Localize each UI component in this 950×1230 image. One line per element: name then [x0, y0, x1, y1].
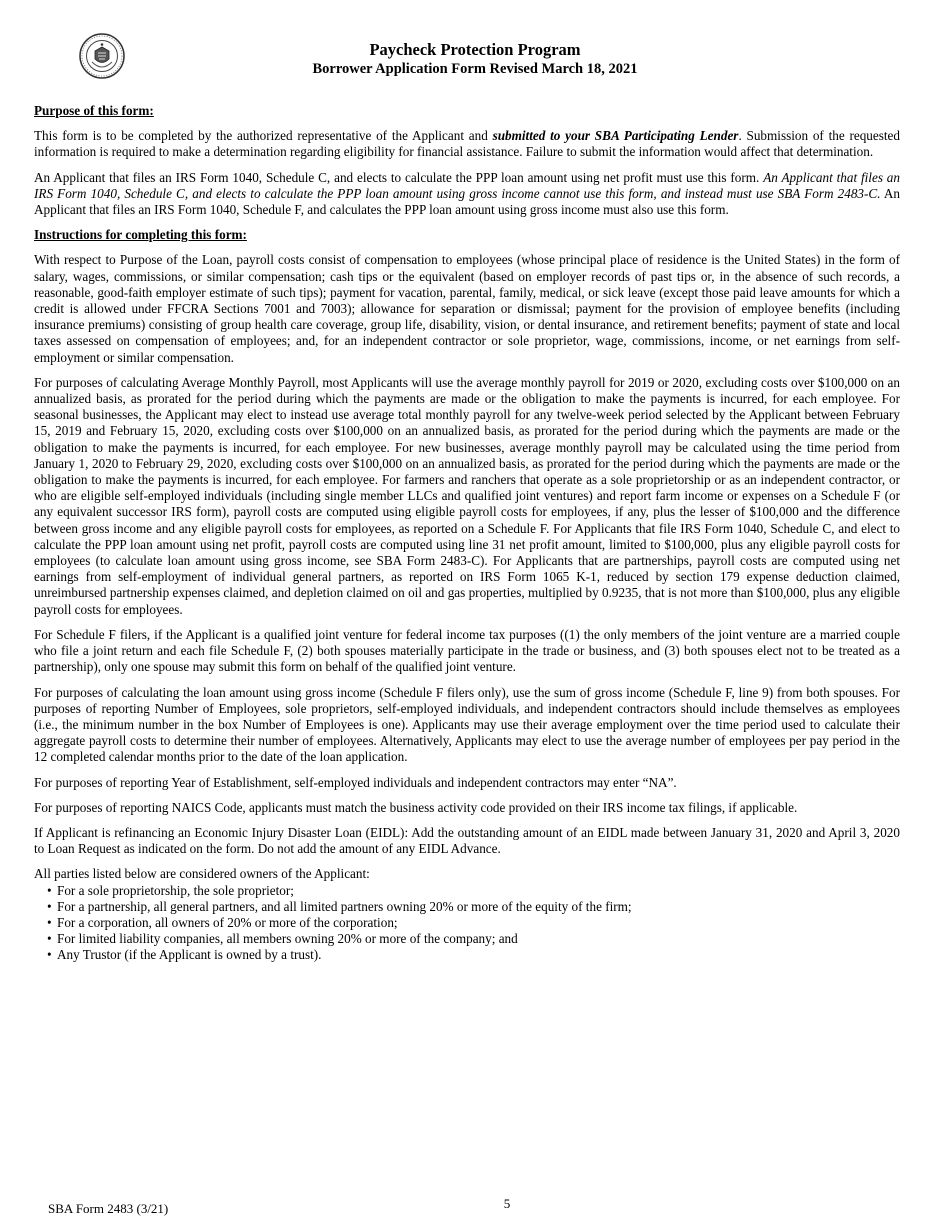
instructions-paragraph-naics: For purposes of reporting NAICS Code, applicants must match the business activity code provided on their IRS income tax filings, if applicable. [34, 799, 798, 815]
owners-list [34, 883, 900, 964]
instructions-paragraph-eidl: If Applicant is refinancing an Economic Injury Disaster Loan (EIDL): Add the outstanding amount of an EIDL made between January 31, 2020 and April 3, 2020 to Loan Request as indicated on the form. Do not add the amount of any EIDL Advance. [34, 824, 900, 857]
purpose-p2-text-end: An Applicant that files an IRS Form 1040, Schedule F, and calculates the PPP loan amount using gross income must also use this form. [34, 185, 900, 218]
list-item [47, 947, 900, 963]
owner-item-text: Any Trustor (if the Applicant is owned by a trust). [57, 947, 322, 963]
owners-intro: All parties listed below are considered owners of the Applicant: [34, 866, 370, 882]
owner-item-text: For limited liability companies, all members owning 20% or more of the company; and [57, 931, 518, 947]
owner-item-text: For a sole proprietorship, the sole proprietor; [57, 882, 294, 898]
instructions-paragraph-schedule-f: For Schedule F filers, if the Applicant is a qualified joint venture for federal income tax purposes ((1) the only members of the joint venture are a married couple who file a joint return and each file Schedule F, (2) both spouses materially participate in the trade or business, and (3) both spouses elect not to be treated as a partnership), only one spouse may submit this form on behalf of the qualified joint venture. [34, 626, 900, 675]
list-item [47, 899, 900, 915]
instructions-paragraph-gross-income: For purposes of calculating the loan amount using gross income (Schedule F filers only), use the sum of gross income (Schedule F, line 9) from both spouses. For purposes of reporting Number of Employees, sole proprietors, self-employed individuals, and independent contractors should include themselves as employees (i.e., the minimum number in the box Number of Employees is one). Applicants may use their average employment over the time period used to calculate their aggregate payroll costs to determine their number of employees. Alternatively, Applicants may elect to use the average number of employees per pay period in the 12 completed calendar months prior to the date of the loan application. [34, 684, 900, 765]
bullet-icon: • [47, 947, 52, 963]
owner-item-text: For a corporation, all owners of 20% or more of the corporation; [57, 914, 398, 930]
instructions-paragraph-year-established: For purposes of reporting Year of Establishment, self-employed individuals and independent contractors may enter “NA”. [34, 774, 677, 790]
purpose-paragraph-2 [34, 170, 900, 219]
purpose-paragraph-1 [34, 128, 900, 160]
instructions-paragraph-payroll-costs: With respect to Purpose of the Loan, payroll costs consist of compensation to employees (whose principal place of residence is the United States) in the form of salary, wages, commissions, or similar compensation; cash tips or the equivalent (based on employer records of past tips or, in the absence of such records, a reasonable, good-faith employer estimate of such tips); payment for vacation, parental, family, medical, or sick leave (except those paid leave amounts for which a credit is allowed under FFCRA Sections 7001 and 7003); allowance for separation or dismissal; payment for the provision of employee benefits (including insurance premiums) consisting of group health care coverage, group life, disability, vision, or dental insurance, and retirement benefits; payment of state and local taxes assessed on compensation of employees; and, for an independent contractor or sole proprietor, wage, commissions, income, or net earnings from self-employment or similar compensation. [34, 252, 900, 365]
list-item [47, 883, 900, 899]
purpose-p2-text: An Applicant that files an IRS Form 1040, Schedule C, and elects to calculate the PPP loan amount using net profit must use this form. [34, 169, 764, 185]
purpose-heading: Purpose of this form: [34, 103, 154, 118]
bullet-icon: • [47, 882, 52, 898]
purpose-p1-emphasis: submitted to your SBA Participating Lender [492, 128, 739, 144]
footer-form-id: SBA Form 2483 (3/21) [48, 1201, 169, 1216]
bullet-icon: • [47, 914, 52, 930]
owner-item-text: For a partnership, all general partners, and all limited partners owning 20% or more of the equity of the firm; [57, 898, 632, 914]
bullet-icon: • [47, 931, 52, 947]
list-item [47, 931, 900, 947]
page-subtitle: Borrower Application Form Revised March 18, 2021 [312, 61, 638, 77]
list-item [47, 915, 900, 931]
page-number: 5 [503, 1196, 511, 1211]
instructions-heading: Instructions for completing this form: [34, 227, 247, 243]
instructions-paragraph-average-monthly-payroll: For purposes of calculating Average Monthly Payroll, most Applicants will use the average monthly payroll for 2019 or 2020, excluding costs over $100,000 on an annualized basis, as prorated for the period during which the payments are made or the obligation to make the payments is incurred, for each employee. For seasonal businesses, the Applicant may elect to instead use average total monthly payroll for any twelve-week period selected by the Applicant between February 15, 2019 and February 15, 2020, excluding costs over $100,000 on an annualized basis, as prorated for the period during which the payments are made or the obligation to make the payments is incurred, for each employee. For new businesses, average monthly payroll may be calculated using the time period from January 1, 2020 to February 29, 2020, excluding costs over $100,000 on an annualized basis, as prorated for the period during which the payments are made or the obligation to make the payments is incurred, for each employee. For farmers and ranchers that operate as a sole proprietorship or as an independent contractor, or who are eligible self-employed individuals (including single member LLCs and qualified joint ventures) and report farm income or expenses on a Schedule F (or any equivalent successor IRS form), payroll costs are computed using eligible payroll costs for employees, if any, plus the lesser of $100,000 and the difference between gross income and any eligible payroll costs for employees, as reported on a Schedule F. For Applicants that file IRS Form 1040, Schedule C, and elect to calculate the PPP loan amount using net profit, payroll costs are computed using line 31 net profit amount, limited to $100,000, plus any eligible payroll costs for employees (to calculate loan amount using gross income, see SBA Form 2483-C). For Applicants that are partnerships, payroll costs are computed using net earnings from self-employment of individual general partners, as reported on IRS Form 1065 K-1, reduced by section 179 expense deduction claimed, unreimbursed partnership expenses claimed, and depletion claimed on oil and gas properties, multiplied by 0.9235, that is not more than $100,000, plus any eligible payroll costs for employees. [34, 374, 900, 617]
purpose-p2-italic: An Applicant that files an IRS Form 1040, Schedule C, and elects to calculate the PPP loan amount using gross income cannot use this form, and instead must use SBA Form 2483-C. [34, 169, 900, 201]
purpose-p1-text-end: . Submission of the requested information is required to make a determination regarding eligibility for financial assistance. Failure to submit the information would affect that determination. [34, 128, 900, 160]
bullet-icon: • [47, 898, 52, 914]
form-instructions-body [34, 103, 900, 964]
purpose-p1-text: This form is to be completed by the authorized representative of the Applicant and [34, 128, 493, 144]
page-title: Paycheck Protection Program [369, 40, 581, 59]
